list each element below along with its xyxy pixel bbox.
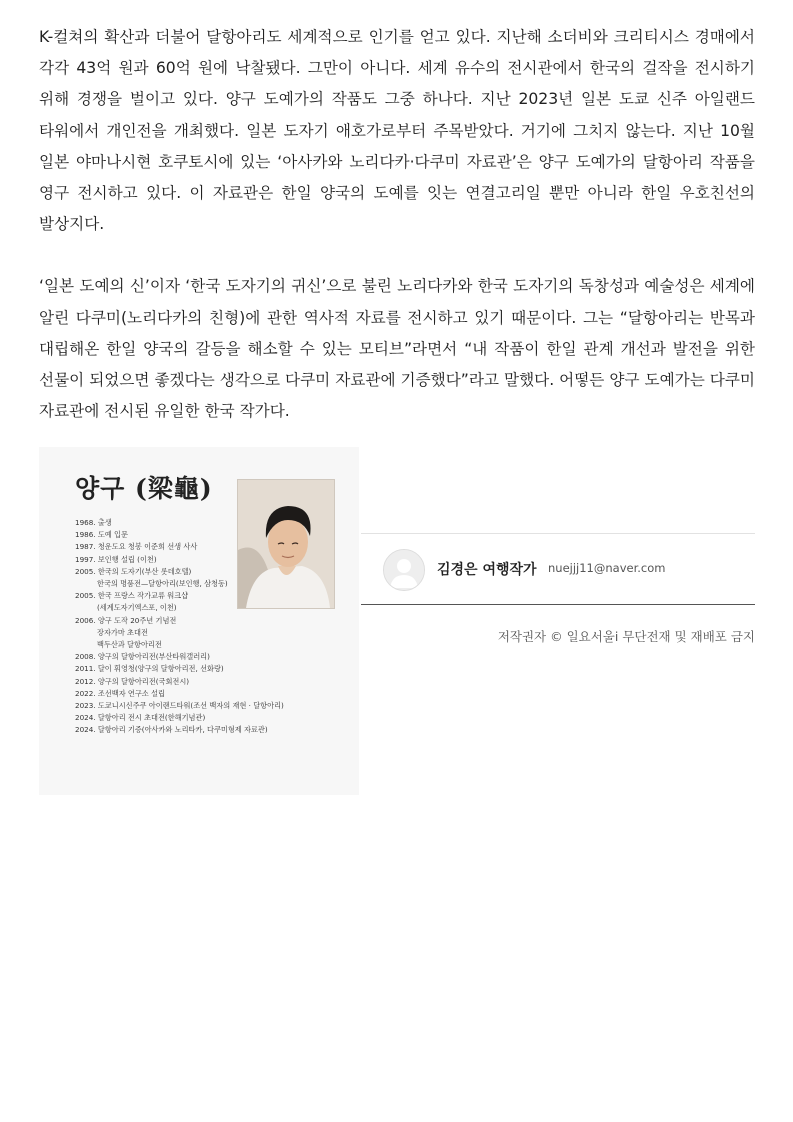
timeline-entry: 2006. 양구 도작 20주년 기념전: [75, 615, 177, 625]
profile-name: 양구 (梁龜): [75, 474, 213, 503]
timeline-entry: 1997. 보인행 설립 (이천): [75, 554, 157, 564]
timeline-entry: 1968. 출생: [75, 518, 112, 527]
timeline-entry: 백두산과 달항아리전: [97, 640, 162, 650]
article-paragraph: K-컬쳐의 확산과 더불어 달항아리도 세계적으로 인기를 얻고 있다. 지난해 소더비와 크리티시스 경매에서 각각 43억 원과 60억 원에 낙찰됐다. 그만이 아니다. 세계 유수의 전시관에서 한국의 걸작을 전시하기 위해 경쟁을 벌이고 있다. 양구 도예가의 작품도 그중 하나다. 지난 2023년 일본 도쿄 신주 아일랜드 타워에서 개인전을 개최했다. 일본 도자기 애호가로부터 주목받았다. 거기에 그치지 않는다. 지난 10월 일본 야마나시현 호쿠토시에 있는 ‘아사카와 노리다카·다쿠미 자료관’은 양구 도예가의 달항아리 작품을 영구 전시하고 있다. 이 자료관은 한일 양국의 도예를 잇는 연결고리일 뿐만 아니라 한일 우호친선의 발상지다.: [39, 28, 755, 234]
timeline-entry: 2024. 달항아리 기증(아사카와 노리타카, 다쿠미형제 자료관): [75, 725, 268, 735]
user-avatar-icon: [384, 550, 424, 590]
timeline-entry: 2012. 양구의 달항아리전(국회전시): [75, 676, 190, 686]
author-name[interactable]: 김경은 여행작가: [437, 562, 537, 578]
timeline-entry: 2024. 달항아리 전시 초대전(한해기념관): [75, 713, 206, 723]
timeline-entry: 2005. 한국의 도자기(부산 롯데호텔): [75, 566, 192, 576]
author-byline: [361, 533, 755, 605]
timeline-entry: (세계도자기엑스포, 이천): [97, 603, 177, 613]
article-body: [39, 22, 755, 427]
timeline-entry: 2008. 양구의 달항아리전(부산타워갤러리): [75, 652, 210, 662]
artist-profile-image: [39, 447, 359, 795]
author-email[interactable]: nuejjj11@naver.com: [548, 561, 666, 575]
timeline-entry: 2023. 도쿄니시신주쿠 아이랜드타워(조선 백자의 재현 · 달항아리): [75, 701, 284, 711]
timeline-entry: 한국의 명품전—달항아리(보인행, 삼청동): [97, 579, 228, 589]
timeline-entry: 2005. 한국 프랑스 작가교류 워크샵: [75, 591, 189, 601]
article-paragraph: ‘일본 도예의 신’이자 ‘한국 도자기의 귀신’으로 불린 노리다카와 한국 도자기의 독창성과 예술성은 세계에 알린 다쿠미(노리다카의 친형)에 관한 역사적 자료를 전시하고 있기 때문이다. 그는 “달항아리는 반목과 대립해온 한일 양국의 갈등을 해소할 수 있는 모티브”라면서 “내 작품이 한일 관계 개선과 발전을 위한 선물이 되었으면 좋겠다는 생각으로 다쿠미 자료관에 기증했다”라고 말했다. 어떻든 양구 도예가는 다쿠미 자료관에 전시된 유일한 한국 작가다.: [39, 277, 755, 421]
copyright-notice: 저작권자 © 일요서울i 무단전재 및 재배포 금지: [497, 629, 755, 644]
timeline-entry: 2022. 조선백자 연구소 설립: [75, 688, 165, 698]
author-avatar[interactable]: [383, 549, 425, 591]
timeline-entry: 2011. 달이 휘영청(양구의 달항아리전, 선화랑): [75, 664, 224, 674]
timeline-entry: 1986. 도예 입문: [75, 530, 128, 540]
timeline-entry: 1987. 청운도요 청봉 이준희 선생 사사: [75, 542, 198, 552]
profile-timeline: [75, 517, 325, 737]
timeline-entry: 장자가마 초대전: [97, 627, 148, 637]
